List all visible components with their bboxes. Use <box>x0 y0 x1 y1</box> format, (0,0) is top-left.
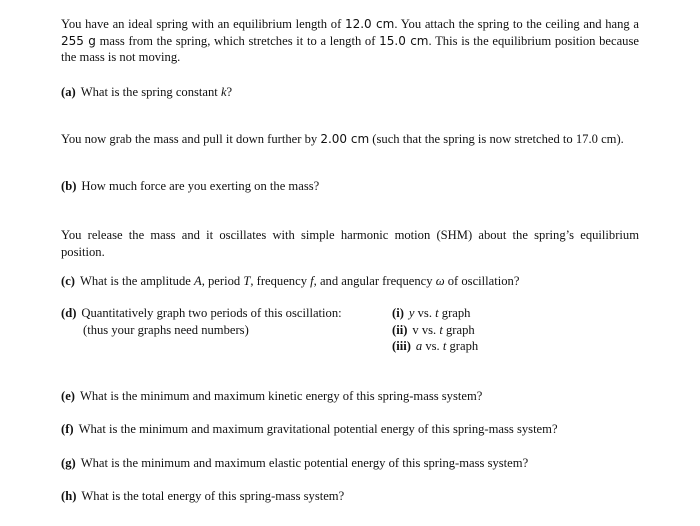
graph-suffix: graph <box>442 322 475 337</box>
equilibrium-length-value: 12.0 cm <box>344 17 395 31</box>
stretched-length-value: 15.0 cm <box>379 33 429 48</box>
release-paragraph <box>61 227 639 260</box>
question-g-text: What is the minimum and maximum elastic potential energy of this spring-mass system? <box>80 456 529 470</box>
question-c-text-2: , period <box>201 274 244 288</box>
pull-distance-value: 2.00 cm <box>320 132 370 146</box>
mass-value: 255 g <box>61 33 96 48</box>
question-b-text: How much force are you exerting on the mass? <box>81 179 320 193</box>
graph-vs-text: vs. <box>418 322 440 337</box>
question-f-label: (f) <box>61 422 74 436</box>
period-symbol: T <box>243 274 251 288</box>
intro-text-2: . You attach the spring to the ceiling and hang a <box>394 17 639 31</box>
graph-item-v-vs-t <box>392 322 592 339</box>
graph-item-number: (iii) <box>392 339 411 353</box>
question-e-text: What is the minimum and maximum kinetic energy of this spring-mass system? <box>79 389 483 403</box>
graph-dependent-var: v <box>412 322 419 337</box>
graph-independent-var: t <box>435 306 439 320</box>
graph-vs-text: vs. <box>414 306 436 320</box>
question-f-text: What is the minimum and maximum gravitational potential energy of this spring-mass system? <box>78 422 558 436</box>
question-c-text-1: What is the amplitude <box>79 274 194 288</box>
question-c-label: (c) <box>61 274 75 288</box>
graph-item-number: (i) <box>392 306 404 320</box>
question-a-text: What is the spring constant <box>80 85 221 99</box>
question-g <box>61 455 661 472</box>
question-e-label: (e) <box>61 389 75 403</box>
graph-suffix: graph <box>438 306 471 320</box>
question-f <box>61 421 661 438</box>
question-c <box>61 273 661 290</box>
graph-item-a-vs-t <box>392 338 592 355</box>
question-h <box>61 488 661 505</box>
pull-paragraph <box>61 131 639 148</box>
intro-paragraph <box>61 16 639 66</box>
graph-independent-var: t <box>439 322 443 337</box>
intro-text-4: . This is the equilibrium position because the mass is not moving. <box>61 33 639 64</box>
intro-text-1: You have an ideal spring with an equilibrium length of <box>61 17 345 31</box>
question-d-line-1: Quantitatively graph two periods of this oscillation: <box>81 306 342 320</box>
graph-dependent-var: y <box>408 306 415 320</box>
question-d <box>61 305 391 338</box>
question-b <box>61 178 661 195</box>
question-a-end: ? <box>226 85 233 99</box>
graph-list <box>392 305 592 355</box>
pull-text-3: ). <box>616 132 624 146</box>
graph-item-number: (ii) <box>392 322 408 337</box>
angular-frequency-symbol: ω <box>435 274 445 288</box>
pull-text-2: (such that the spring is now stretched to <box>369 132 576 146</box>
pull-stretch-value: 17.0 cm <box>575 132 617 146</box>
question-c-text-5: of oscillation? <box>444 274 520 288</box>
graph-independent-var: t <box>442 339 447 353</box>
graph-suffix: graph <box>446 339 479 353</box>
question-b-label: (b) <box>61 179 77 193</box>
question-c-text-4: , and angular frequency <box>313 274 436 288</box>
graph-vs-text: vs. <box>422 339 443 353</box>
frequency-symbol: f <box>310 274 314 288</box>
question-d-label: (d) <box>61 306 77 320</box>
release-text: You release the mass and it oscillates with simple harmonic motion (SHM) about the spring’s equilibrium position. <box>61 228 639 259</box>
amplitude-symbol: A <box>194 274 202 288</box>
question-a-label: (a) <box>61 85 76 99</box>
graph-dependent-var: a <box>415 339 423 353</box>
question-g-label: (g) <box>61 456 76 470</box>
question-c-text-3: , frequency <box>250 274 311 288</box>
question-h-text: What is the total energy of this spring-mass system? <box>81 489 345 503</box>
intro-text-3: mass from the spring, which stretches it to a length of <box>95 33 380 48</box>
question-d-line-2: (thus your graphs need numbers) <box>83 322 249 337</box>
spring-constant-symbol: k <box>220 85 227 99</box>
question-a <box>61 84 661 101</box>
question-h-label: (h) <box>61 489 77 503</box>
graph-item-y-vs-t <box>392 305 592 322</box>
question-e <box>61 388 661 405</box>
pull-text-1: You now grab the mass and pull it down further by <box>61 132 321 146</box>
